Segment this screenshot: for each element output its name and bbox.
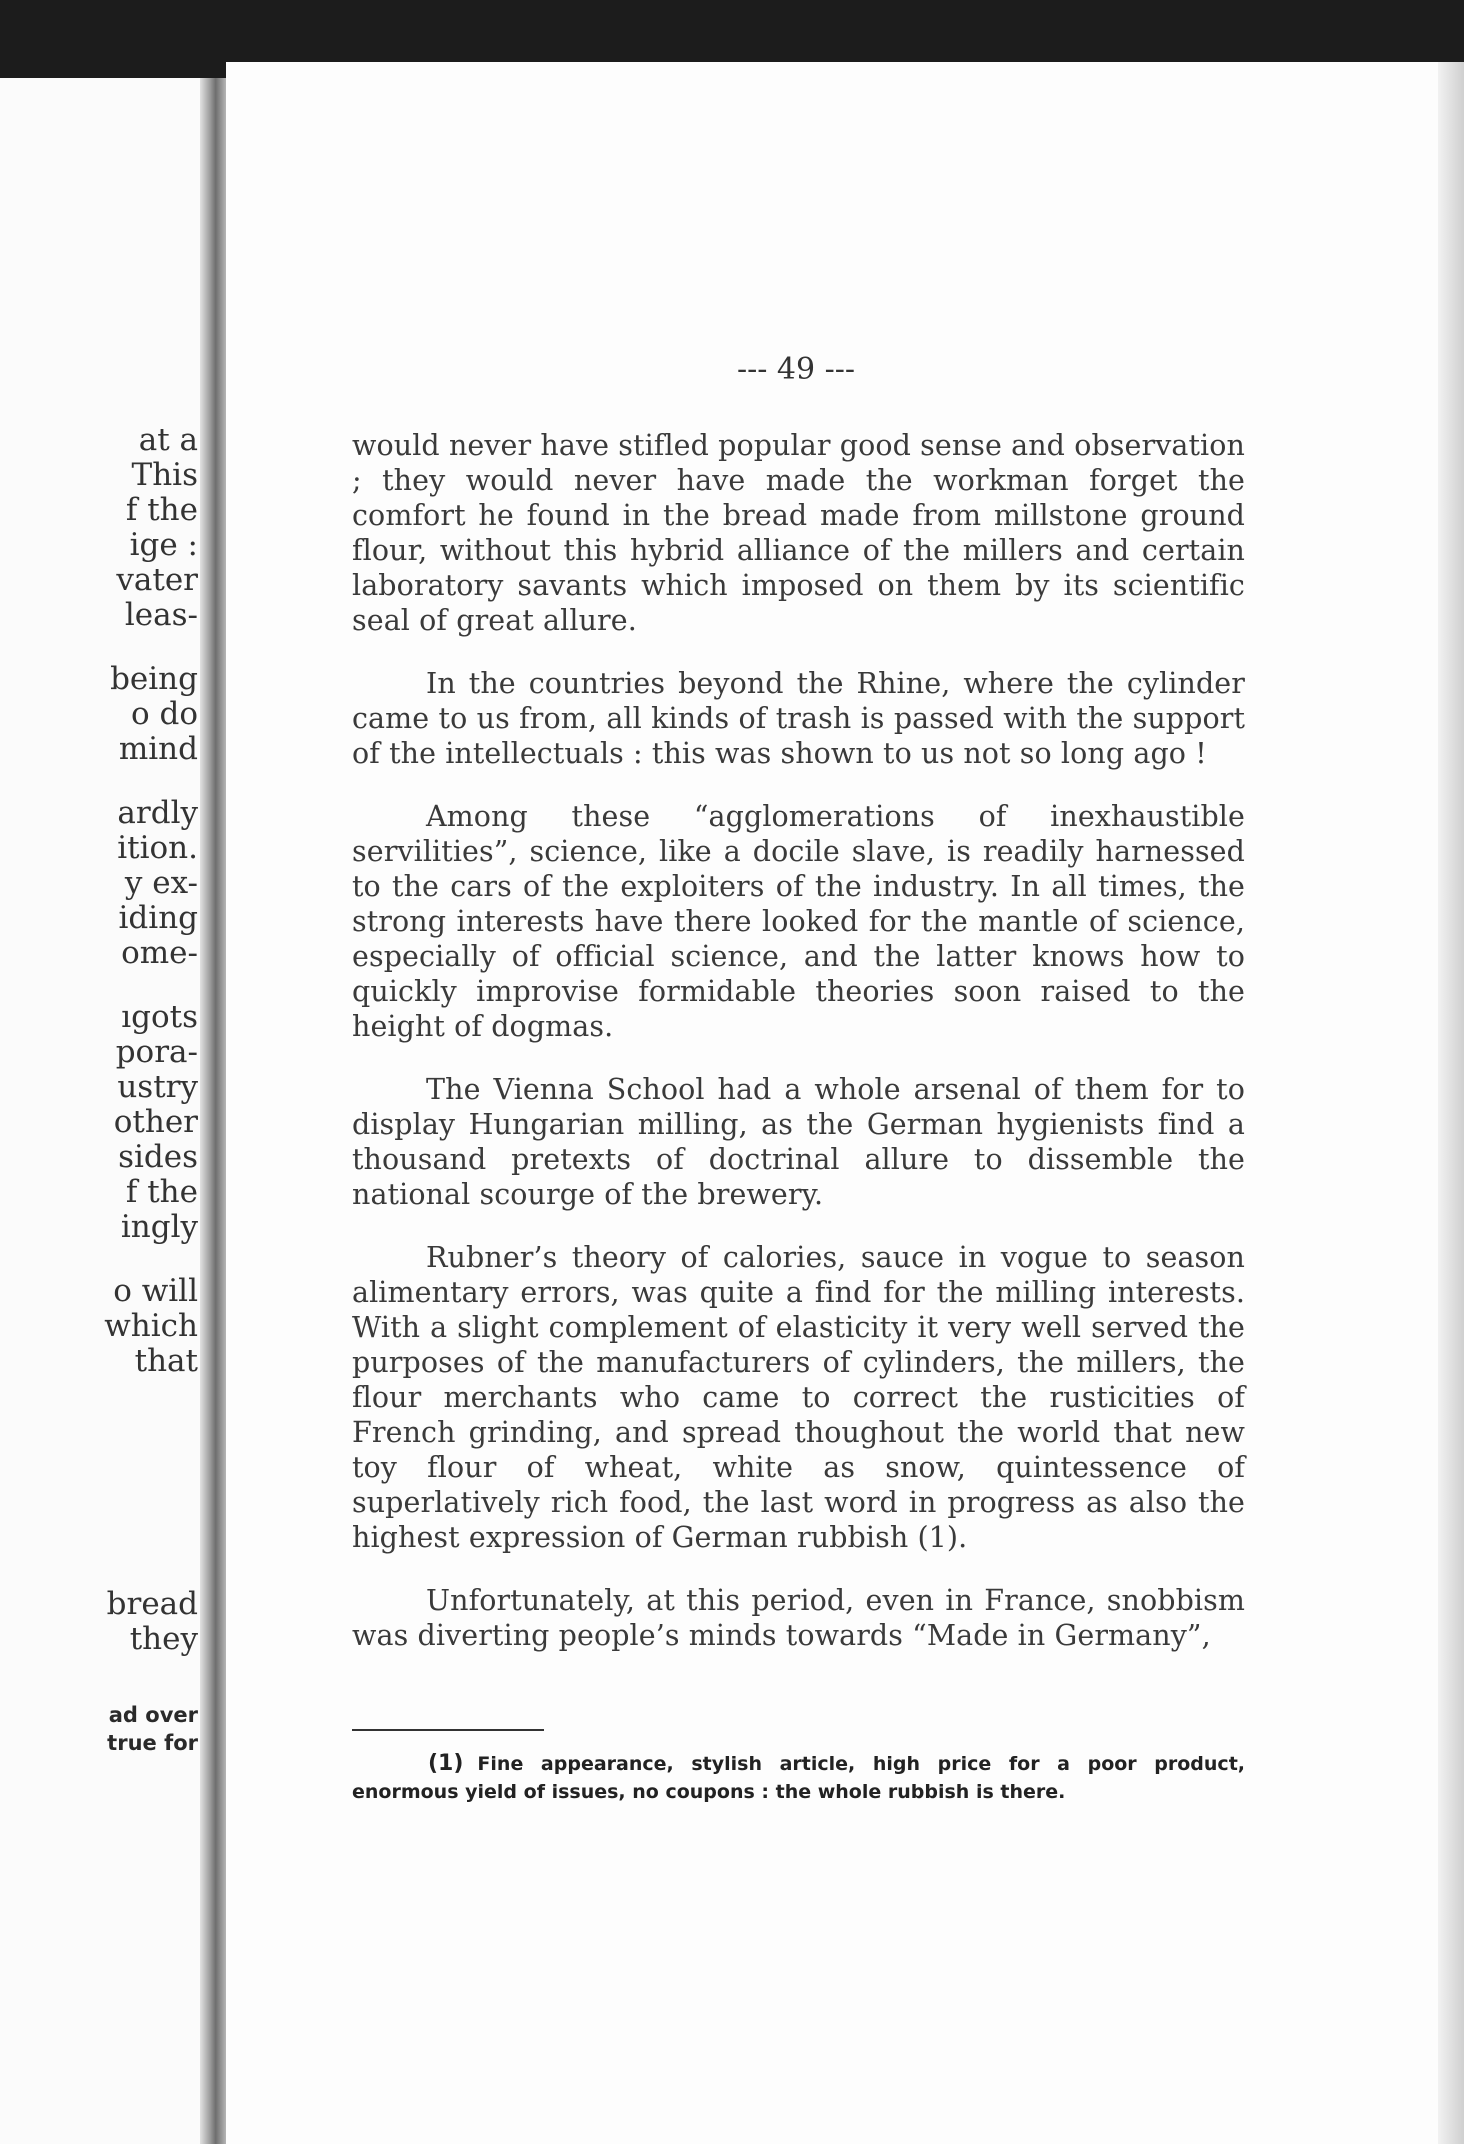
left-page-fragment: they	[129, 1621, 198, 1657]
left-page-fragment: iding	[118, 900, 198, 936]
left-page-fragment: leas-	[124, 597, 198, 633]
left-page-fragment: ige :	[129, 527, 198, 563]
left-page-fragment: other	[113, 1104, 198, 1140]
left-page-fragment: f the	[125, 492, 198, 528]
paragraph: Among these “agglomerations of inexhaustible servilities”, science, like a docile slave, is readily harnessed to the cars of the exploiters of the industry. In all times, the strong interests have there looked for the mantle of science, especially of official science, and the latter knows how to quickly improvise formidable theories soon raised to the height of dogmas.	[352, 800, 1245, 1043]
left-page-fragment: mind	[118, 731, 198, 767]
left-page-fragment: vater	[116, 562, 198, 598]
left-page-fragment: o will	[113, 1273, 198, 1309]
left-page-fragment: being	[110, 661, 198, 697]
footnote	[352, 1750, 1245, 1806]
left-page-fragment: ustry	[117, 1069, 198, 1105]
paragraph: Unfortunately, at this period, even in France, snobbism was diverting people’s minds towards “Made in Germany”,	[352, 1584, 1245, 1652]
paragraph: Rubner’s theory of calories, sauce in vogue to season alimentary errors, was quite a find for the milling interests. With a slight complement of elasticity it very well served the purposes of the manufacturers of cylinders, the millers, the flour merchants who came to correct the rusticities of French grinding, and spread thoughout the world that new toy flour of wheat, white as snow, quintessence of superlatively rich food, the last word in progress as also the highest expression of German rubbish (1).	[352, 1241, 1245, 1554]
left-page-fragment: f the	[125, 1174, 198, 1210]
paragraph: would never have stifled popular good sense and observation ; they would never have made the workman forget the comfort he found in the bread made from millstone ground flour, without this hybrid alliance of the millers and certain laboratory savants which imposed on them by its scientific seal of great allure.	[352, 429, 1245, 637]
left-page-fragment: ıgots	[121, 999, 198, 1035]
left-page	[0, 78, 210, 2144]
left-page-fragment: y ex-	[124, 865, 198, 901]
left-page-fragment: sides	[118, 1139, 198, 1175]
left-page-fragment: pora-	[115, 1034, 198, 1070]
left-page-footnote-fragment: ad over	[108, 1703, 198, 1727]
left-page-fragment: ingly	[120, 1209, 198, 1245]
footnote-rule	[352, 1729, 544, 1731]
left-page-fragment: ome-	[121, 935, 198, 971]
left-page-fragment: ition.	[117, 830, 198, 866]
left-page-fragment: o do	[130, 696, 198, 732]
page-number: --- 49 ---	[736, 352, 856, 387]
left-page-fragment: This	[131, 457, 198, 493]
left-page-fragment: bread	[106, 1586, 198, 1622]
left-page-fragment: that	[134, 1343, 198, 1379]
left-page-fragment: which	[104, 1308, 198, 1344]
left-page-fragment: ardly	[117, 795, 198, 831]
page-edge	[1438, 62, 1464, 2144]
footnote-marker: (1)	[428, 1751, 464, 1776]
left-page-fragment: at a	[138, 422, 198, 458]
paragraph: The Vienna School had a whole arsenal of them for to display Hungarian milling, as the German hygienists find a thousand pretexts of doctrinal allure to dissemble the national scourge of the brewery.	[352, 1073, 1245, 1211]
book-gutter	[200, 78, 226, 2144]
footnote-text: Fine appearance, stylish article, high price for a poor product, enormous yield of issues, no coupons : the whole rubbish is there.	[352, 1753, 1245, 1803]
paragraph: In the countries beyond the Rhine, where the cylinder came to us from, all kinds of trash is passed with the support of the intellectuals : this was shown to us not so long ago !	[352, 667, 1245, 770]
body-text	[352, 428, 1245, 1681]
left-page-footnote-fragment: true for	[107, 1731, 198, 1755]
